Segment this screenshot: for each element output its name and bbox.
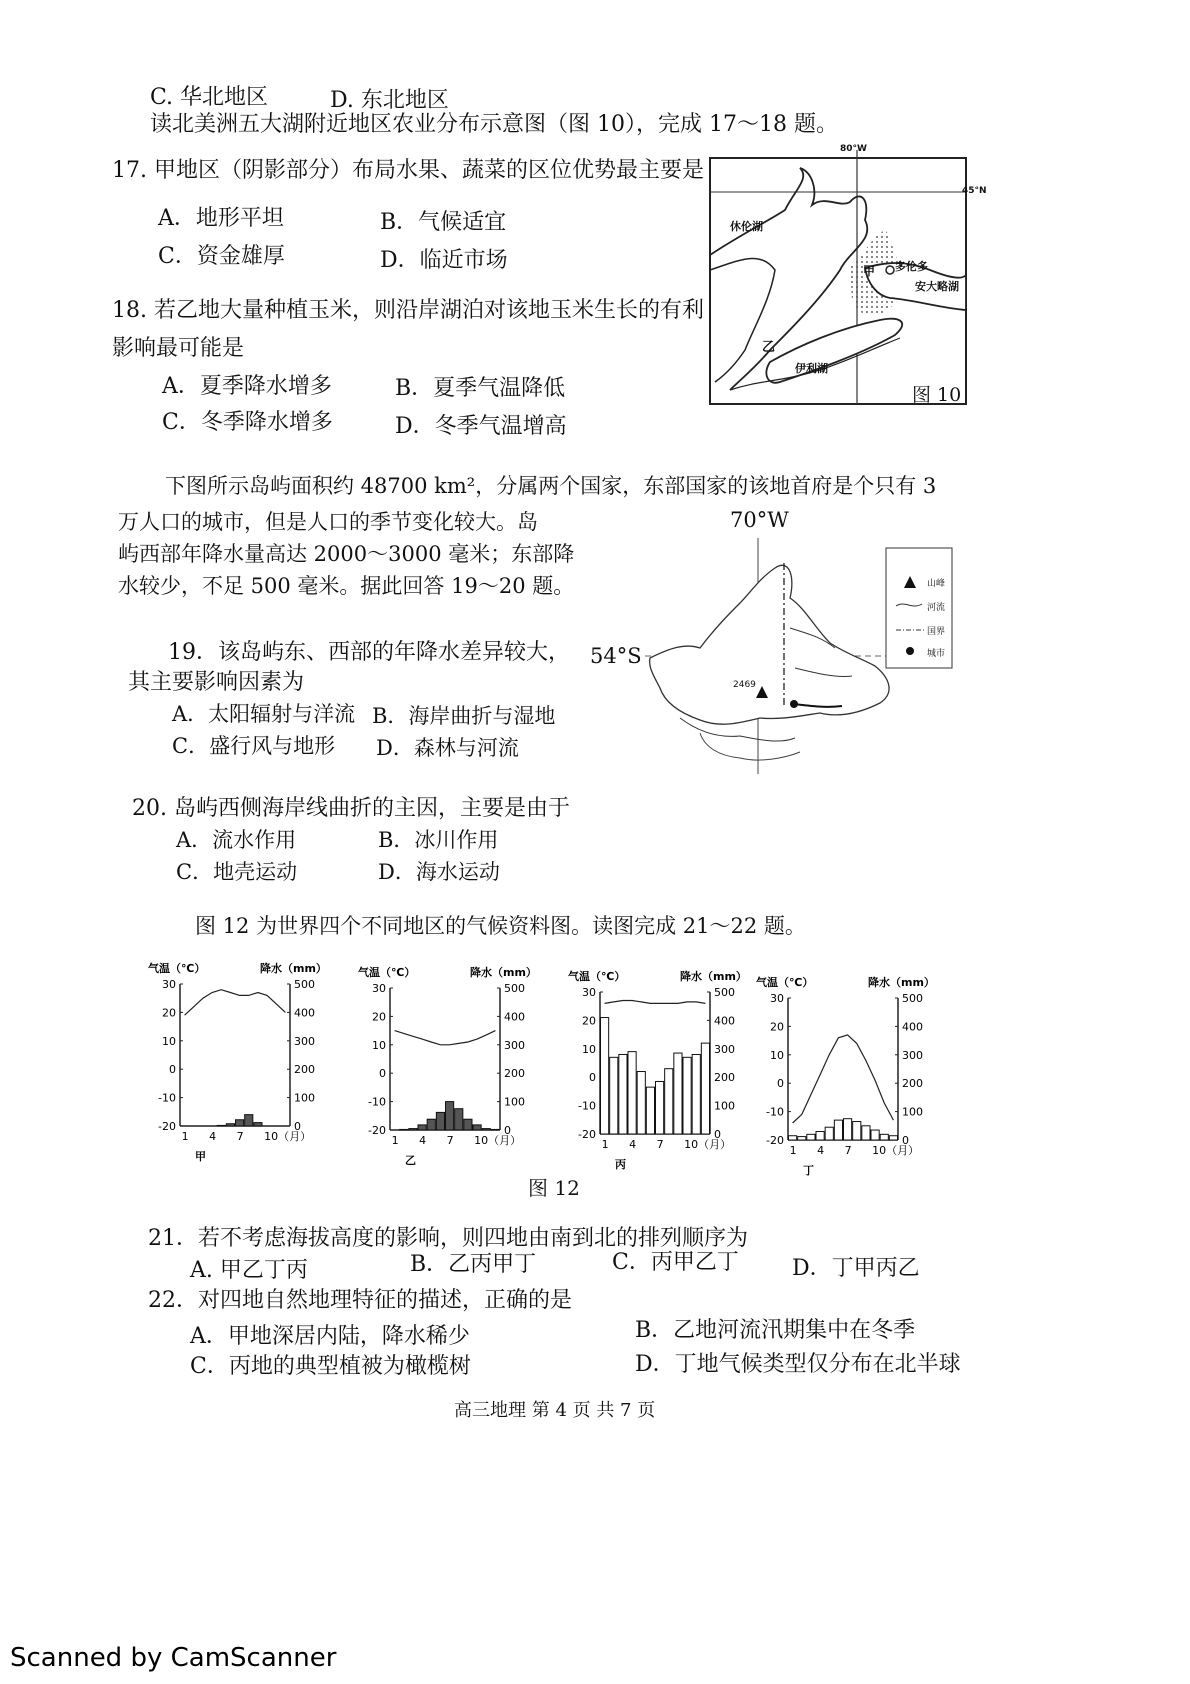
temp-tick-label: 20 — [770, 1020, 784, 1034]
precip-axis-title: 降水（mm） — [260, 962, 327, 975]
temp-tick-label: 10 — [582, 1042, 596, 1056]
precip-tick-label: 0 — [902, 1134, 909, 1147]
precip-tick-label: 100 — [902, 1105, 923, 1119]
precip-bar — [245, 1115, 253, 1126]
temperature-curve — [605, 1001, 706, 1004]
precip-bar — [807, 1134, 815, 1140]
q21-option-a: A. 甲乙丁丙 — [190, 1258, 308, 1283]
q22-option-a: A．甲地深居内陆，降水稀少 — [190, 1324, 470, 1349]
month-tick-label: 4 — [419, 1134, 427, 1147]
precip-bar — [674, 1053, 682, 1134]
precip-axis-title: 降水（mm） — [470, 966, 537, 979]
month-tick-label: 10（月） — [474, 1134, 522, 1147]
precip-bar — [853, 1122, 861, 1140]
precip-bar — [637, 1072, 645, 1134]
q20-option-d: D．海水运动 — [378, 860, 500, 884]
month-tick-label: 7 — [446, 1134, 454, 1147]
climate-chart-3 — [568, 970, 768, 1190]
q19-option-c: C．盛行风与地形 — [172, 734, 336, 758]
precip-bar — [889, 1136, 897, 1140]
precip-bar — [825, 1127, 833, 1140]
precip-tick-label: 200 — [902, 1077, 923, 1091]
precip-tick-label: 300 — [504, 1038, 525, 1052]
q21-option-b: B．乙丙甲丁 — [410, 1252, 537, 1277]
precip-bar — [665, 1069, 673, 1134]
precip-tick-label: 400 — [902, 1020, 923, 1034]
figure-12-caption: 图 12 — [528, 1176, 580, 1200]
precip-tick-label: 300 — [294, 1034, 315, 1048]
temp-tick-label: 20 — [372, 1010, 386, 1024]
precip-bar — [446, 1102, 454, 1130]
map10-longitude-label: 80°W — [840, 144, 867, 154]
temp-tick-label: -20 — [368, 1124, 386, 1137]
temp-axis-title: 气温（℃） — [148, 962, 206, 975]
q17-option-b: B．气候适宜 — [380, 210, 507, 235]
precip-bar — [692, 1054, 700, 1134]
lake-erie-label: 伊利湖 — [795, 362, 828, 375]
precip-tick-label: 500 — [902, 992, 923, 1005]
legend-city-label: 城市 — [927, 649, 946, 659]
temp-tick-label: 0 — [589, 1071, 596, 1085]
precip-tick-label: 200 — [714, 1071, 735, 1085]
precip-bar — [628, 1052, 636, 1134]
q17-stem: 17. 甲地区（阴影部分）布局水果、蔬菜的区位优势最主要是 — [112, 158, 704, 183]
island-map-drawing — [590, 508, 960, 780]
temp-tick-label: 10 — [162, 1034, 176, 1048]
precip-bar — [436, 1112, 444, 1130]
precip-bar — [798, 1137, 806, 1140]
precip-bar — [409, 1129, 417, 1130]
q19-stem-line1: 19．该岛屿东、西部的年降水差异较大， — [168, 640, 570, 665]
temperature-curve — [395, 1031, 496, 1045]
precip-bar — [418, 1125, 426, 1130]
island-map — [590, 508, 960, 780]
map11-latitude-label: 54°S — [590, 644, 642, 668]
month-tick-label: 10（月） — [264, 1130, 312, 1143]
chart-name-label: 甲 — [195, 1150, 206, 1163]
q18-option-b: B．夏季气温降低 — [395, 376, 566, 401]
q19-stem-line2: 其主要影响因素为 — [128, 670, 305, 695]
temp-tick-label: -10 — [368, 1095, 386, 1109]
temp-tick-label: 20 — [582, 1014, 596, 1028]
precip-bar — [482, 1129, 490, 1130]
climate-chart-1 — [148, 962, 348, 1182]
precip-tick-label: 400 — [504, 1010, 525, 1024]
q21-option-d: D．丁甲丙乙 — [792, 1256, 920, 1281]
map11-longitude-label: 70°W — [730, 508, 789, 532]
precip-bar — [816, 1131, 824, 1140]
q19-option-b: B．海岸曲折与湿地 — [372, 704, 556, 728]
temp-tick-label: -10 — [766, 1105, 784, 1119]
q22-stem: 22．对四地自然地理特征的描述，正确的是 — [148, 1288, 572, 1313]
chart-name-label: 乙 — [405, 1154, 416, 1167]
precip-bar — [880, 1134, 888, 1140]
temp-tick-label: -20 — [158, 1120, 176, 1133]
month-tick-label: 7 — [236, 1130, 244, 1143]
temperature-curve — [185, 990, 286, 1016]
precip-tick-label: 200 — [504, 1067, 525, 1081]
q18-stem-line2: 影响最可能是 — [112, 336, 245, 361]
figure-12-intro: 图 12 为世界四个不同地区的气候资料图。读图完成 21～22 题。 — [195, 914, 806, 938]
temp-tick-label: 20 — [162, 1006, 176, 1020]
legend-river-label: 河流 — [927, 603, 946, 613]
month-tick-label: 10（月） — [684, 1138, 732, 1151]
q17-option-d: D．临近市场 — [380, 248, 508, 273]
toronto-label: 多伦多 — [895, 260, 928, 273]
precip-tick-label: 500 — [294, 978, 315, 991]
month-tick-label: 1 — [601, 1138, 609, 1151]
precip-bar — [226, 1124, 234, 1126]
precip-bar — [455, 1109, 463, 1130]
region-yi-label: 乙 — [762, 340, 776, 355]
month-tick-label: 1 — [789, 1144, 797, 1157]
q20-option-c: C．地壳运动 — [176, 860, 298, 884]
scanner-watermark: Scanned by CamScanner — [10, 1643, 337, 1673]
island-intro-line3: 屿西部年降水量高达 2000～3000 毫米；东部降 — [118, 542, 575, 566]
precip-tick-label: 300 — [902, 1048, 923, 1062]
q21-stem: 21．若不考虑海拔高度的影响，则四地由南到北的排列顺序为 — [148, 1226, 748, 1251]
option-c-top: C. 华北地区 — [150, 85, 269, 110]
q17-option-c: C．资金雄厚 — [158, 244, 285, 269]
precip-bar — [683, 1057, 691, 1134]
q22-option-c: C．丙地的典型植被为橄榄树 — [190, 1354, 471, 1379]
island-intro-line2: 万人口的城市，但是人口的季节变化较大。岛 — [118, 510, 538, 534]
temp-axis-title: 气温（℃） — [568, 970, 626, 983]
temp-tick-label: -10 — [158, 1091, 176, 1105]
precip-bar — [701, 1043, 709, 1134]
lake-huron-label: 休伦湖 — [730, 220, 763, 233]
precip-bar — [834, 1120, 842, 1140]
precip-bar — [619, 1054, 627, 1134]
precip-bar — [400, 1129, 408, 1130]
option-d-top: D. 东北地区 — [330, 88, 449, 113]
q22-option-b: B．乙地河流汛期集中在冬季 — [635, 1318, 916, 1343]
precip-bar — [217, 1125, 225, 1126]
q21-option-c: C．丙甲乙丁 — [612, 1250, 739, 1275]
precip-tick-label: 100 — [714, 1099, 735, 1113]
temp-tick-label: 30 — [372, 982, 386, 995]
q17-option-a: A．地形平坦 — [158, 206, 284, 231]
temp-tick-label: 0 — [379, 1067, 386, 1081]
temp-axis-title: 气温（℃） — [756, 976, 814, 989]
precip-tick-label: 400 — [714, 1014, 735, 1028]
temp-tick-label: -20 — [578, 1128, 596, 1141]
precip-tick-label: 300 — [714, 1042, 735, 1056]
precip-tick-label: 0 — [294, 1120, 301, 1133]
region-jia-label: 甲 — [863, 264, 876, 278]
q18-stem-line1: 18. 若乙地大量种植玉米，则沿岸湖泊对该地玉米生长的有利 — [112, 298, 704, 323]
climate-chart-4 — [756, 976, 956, 1196]
temp-tick-label: 30 — [162, 978, 176, 991]
precip-bar — [610, 1057, 618, 1134]
precip-tick-label: 0 — [714, 1128, 721, 1141]
precip-tick-label: 500 — [504, 982, 525, 995]
q18-option-a: A．夏季降水增多 — [162, 374, 332, 399]
precip-tick-label: 200 — [294, 1063, 315, 1077]
island-intro-line1: 下图所示岛屿面积约 48700 km²，分属两个国家，东部国家的该地首府是个只有 3 — [165, 474, 937, 498]
precip-bar — [871, 1130, 879, 1140]
temp-tick-label: 30 — [582, 986, 596, 999]
precip-tick-label: 400 — [294, 1006, 315, 1020]
precip-axis-title: 降水（mm） — [868, 976, 935, 989]
q22-option-d: D．丁地气候类型仅分布在北半球 — [635, 1352, 961, 1377]
lake-ontario-label: 安大略湖 — [915, 280, 959, 293]
precip-bar — [427, 1119, 435, 1130]
month-tick-label: 7 — [844, 1144, 852, 1157]
temp-tick-label: 0 — [169, 1063, 176, 1077]
temp-tick-label: 30 — [770, 992, 784, 1005]
map10-latitude-label: 45°N — [962, 186, 987, 196]
precip-bar — [862, 1126, 870, 1140]
intro-17-18: 读北美洲五大湖附近地区农业分布示意图（图 10），完成 17～18 题。 — [150, 112, 838, 137]
legend-peak-label: 山峰 — [927, 579, 946, 589]
climate-chart-2 — [358, 966, 558, 1186]
month-tick-label: 10（月） — [872, 1144, 920, 1157]
island-intro-line4: 水较少，不足 500 毫米。据此回答 19～20 题。 — [118, 574, 575, 598]
temp-tick-label: 10 — [372, 1038, 386, 1052]
chart-name-label: 丙 — [615, 1158, 626, 1171]
precip-tick-label: 0 — [504, 1124, 511, 1137]
q20-stem: 20. 岛屿西侧海岸线曲折的主因，主要是由于 — [132, 796, 570, 821]
precip-bar — [236, 1120, 244, 1126]
temp-tick-label: -10 — [578, 1099, 596, 1113]
month-tick-label: 1 — [391, 1134, 399, 1147]
month-tick-label: 7 — [656, 1138, 664, 1151]
month-tick-label: 1 — [181, 1130, 189, 1143]
map-figure-10 — [700, 144, 987, 412]
precip-bar — [789, 1136, 797, 1140]
legend-border-label: 国界 — [927, 627, 946, 637]
temp-tick-label: 10 — [770, 1048, 784, 1062]
precip-bar — [254, 1123, 262, 1126]
temp-tick-label: -20 — [766, 1134, 784, 1147]
q18-option-d: D．冬季气温增高 — [395, 414, 567, 439]
precip-tick-label: 100 — [504, 1095, 525, 1109]
q18-option-c: C．冬季降水增多 — [162, 410, 333, 435]
precip-axis-title: 降水（mm） — [680, 970, 747, 983]
q20-option-a: A．流水作用 — [176, 828, 297, 852]
temperature-curve — [793, 1035, 894, 1123]
page-footer: 高三地理 第 4 页 共 7 页 — [454, 1400, 656, 1421]
temp-tick-label: 0 — [777, 1077, 784, 1091]
precip-bar — [844, 1119, 852, 1140]
precip-bar — [464, 1119, 472, 1130]
precip-bar — [491, 1129, 499, 1130]
q20-option-b: B．冰川作用 — [378, 828, 499, 852]
precip-bar — [601, 1018, 609, 1134]
precip-bar — [656, 1081, 664, 1134]
peak-elevation-label: 2469 — [733, 680, 756, 690]
precip-bar — [473, 1125, 481, 1130]
figure-10-caption: 图 10 — [912, 384, 962, 406]
temp-axis-title: 气温（℃） — [358, 966, 416, 979]
q19-option-a: A．太阳辐射与洋流 — [172, 702, 356, 726]
month-tick-label: 4 — [817, 1144, 825, 1157]
q19-option-d: D．森林与河流 — [376, 736, 519, 760]
month-tick-label: 4 — [629, 1138, 637, 1151]
precip-tick-label: 100 — [294, 1091, 315, 1105]
chart-name-label: 丁 — [803, 1164, 814, 1177]
month-tick-label: 4 — [209, 1130, 217, 1143]
precip-bar — [646, 1087, 654, 1134]
precip-tick-label: 500 — [714, 986, 735, 999]
